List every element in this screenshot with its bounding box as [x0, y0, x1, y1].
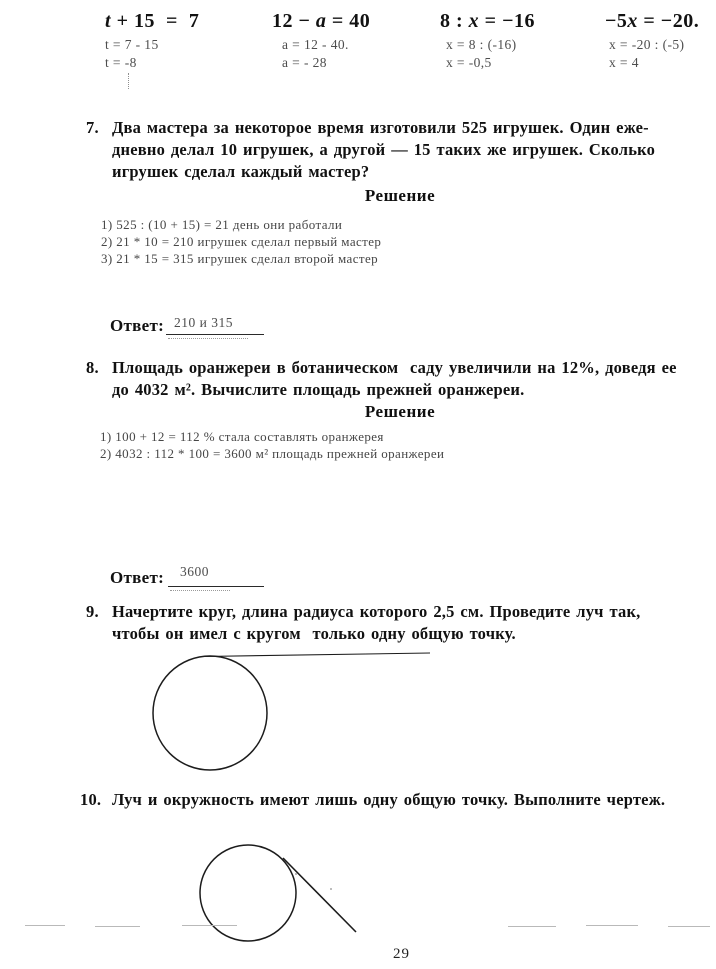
scan-artifact [95, 926, 140, 927]
equation-column-1 [105, 10, 275, 72]
problem-7-solution-heading: Решение [364, 186, 436, 205]
equation-term: = −16 [479, 10, 535, 32]
problem-10-circle-tangent-figure [190, 840, 370, 952]
equation-column-4 [605, 10, 716, 72]
equation-column-3 [440, 10, 610, 72]
equation-term: + 15 = 7 [111, 10, 200, 32]
equation-term: = 40 [326, 10, 371, 32]
equation-term: 12 − [272, 10, 316, 32]
problem-8-answer-label: Ответ: [110, 568, 165, 587]
problem-7-solution-step: 1) 525 : (10 + 15) = 21 день они работали [101, 217, 343, 232]
scan-artifact [182, 925, 237, 926]
problem-8-solution-heading: Решение [364, 402, 436, 421]
equation-work-line: t = -8 [105, 55, 137, 70]
problem-8-solution-step: 1) 100 + 12 = 112 % стала составлять оранжерея [100, 429, 384, 444]
problem-8-answer-underline-dots [170, 590, 230, 591]
equation-work-line: a = 12 - 40. [282, 37, 349, 52]
problem-8-text-line: до 4032 м². Вычислите площадь прежней оранжереи. [112, 380, 525, 399]
scan-artifact [128, 73, 129, 89]
equation-work-line: t = 7 - 15 [105, 37, 159, 52]
equation-work-line: x = -0,5 [446, 55, 492, 70]
scan-artifact [668, 926, 710, 927]
problem-8-answer-value: 3600 [180, 564, 209, 579]
equation-variable: t [105, 10, 112, 32]
scan-artifact [295, 873, 297, 875]
problem-7-answer-value: 210 и 315 [174, 315, 233, 330]
equation-printed [105, 10, 275, 33]
problem-7-answer-underline-dots [168, 338, 248, 339]
scan-artifact [330, 888, 332, 890]
problem-7-text-line: игрушек сделал каждый мастер? [112, 162, 370, 181]
page-number: 29 [393, 946, 410, 962]
problem-8-number: 8. [86, 358, 99, 377]
equation-variable: a [315, 10, 327, 32]
problem-8-solution-step: 2) 4032 : 112 * 100 = 3600 м² площадь прежней оранжереи [100, 446, 445, 461]
problem-9-text-line: Начертите круг, длина радиуса которого 2,5 см. Проведите луч так, [112, 602, 641, 621]
problem-7-solution-step: 3) 21 * 15 = 315 игрушек сделал второй мастер [101, 251, 379, 266]
equation-column-2 [272, 10, 442, 72]
equation-printed [440, 10, 610, 33]
equation-printed [605, 10, 716, 33]
problem-9-text-line: чтобы он имел с кругом только одну общую точку. [112, 624, 516, 643]
tangent-ray [204, 653, 430, 657]
problem-10-text-line: Луч и окружность имеют лишь одну общую точку. Выполните чертеж. [112, 790, 666, 809]
equation-printed [272, 10, 442, 33]
problem-7-answer-underline [166, 334, 264, 335]
tangent-ray [283, 858, 356, 932]
problem-8-text-line: Площадь оранжереи в ботаническом саду увеличили на 12%, доведя ее [112, 358, 677, 377]
problem-8-answer-underline [168, 586, 264, 587]
circle-shape [200, 845, 296, 941]
problem-7-answer-label: Ответ: [110, 316, 165, 335]
equation-work-line: x = -20 : (-5) [609, 37, 685, 52]
problem-7-number: 7. [86, 118, 99, 137]
scan-artifact [25, 925, 65, 926]
equation-term: −5 [605, 10, 628, 32]
problem-9-circle-tangent-figure [140, 645, 440, 780]
circle-shape [153, 656, 267, 770]
scan-artifact [508, 926, 556, 927]
problem-7-text-line: Два мастера за некоторое время изготовили 525 игрушек. Один еже- [112, 118, 649, 137]
equation-work-line: x = 8 : (-16) [446, 37, 517, 52]
problem-7-text-line: дневно делал 10 игрушек, а другой — 15 таких же игрушек. Сколько [112, 140, 656, 159]
equation-work-line: x = 4 [609, 55, 639, 70]
scan-artifact [586, 925, 638, 926]
equation-work-line: a = - 28 [282, 55, 327, 70]
equation-term: 8 : [440, 10, 469, 32]
equation-term: = −20. [637, 10, 700, 32]
problem-9-number: 9. [86, 602, 99, 621]
problem-7-solution-step: 2) 21 * 10 = 210 игрушек сделал первый мастер [101, 234, 382, 249]
problem-10-number: 10. [80, 790, 102, 809]
equation-variable: x [468, 10, 480, 32]
equation-variable: x [627, 10, 638, 32]
